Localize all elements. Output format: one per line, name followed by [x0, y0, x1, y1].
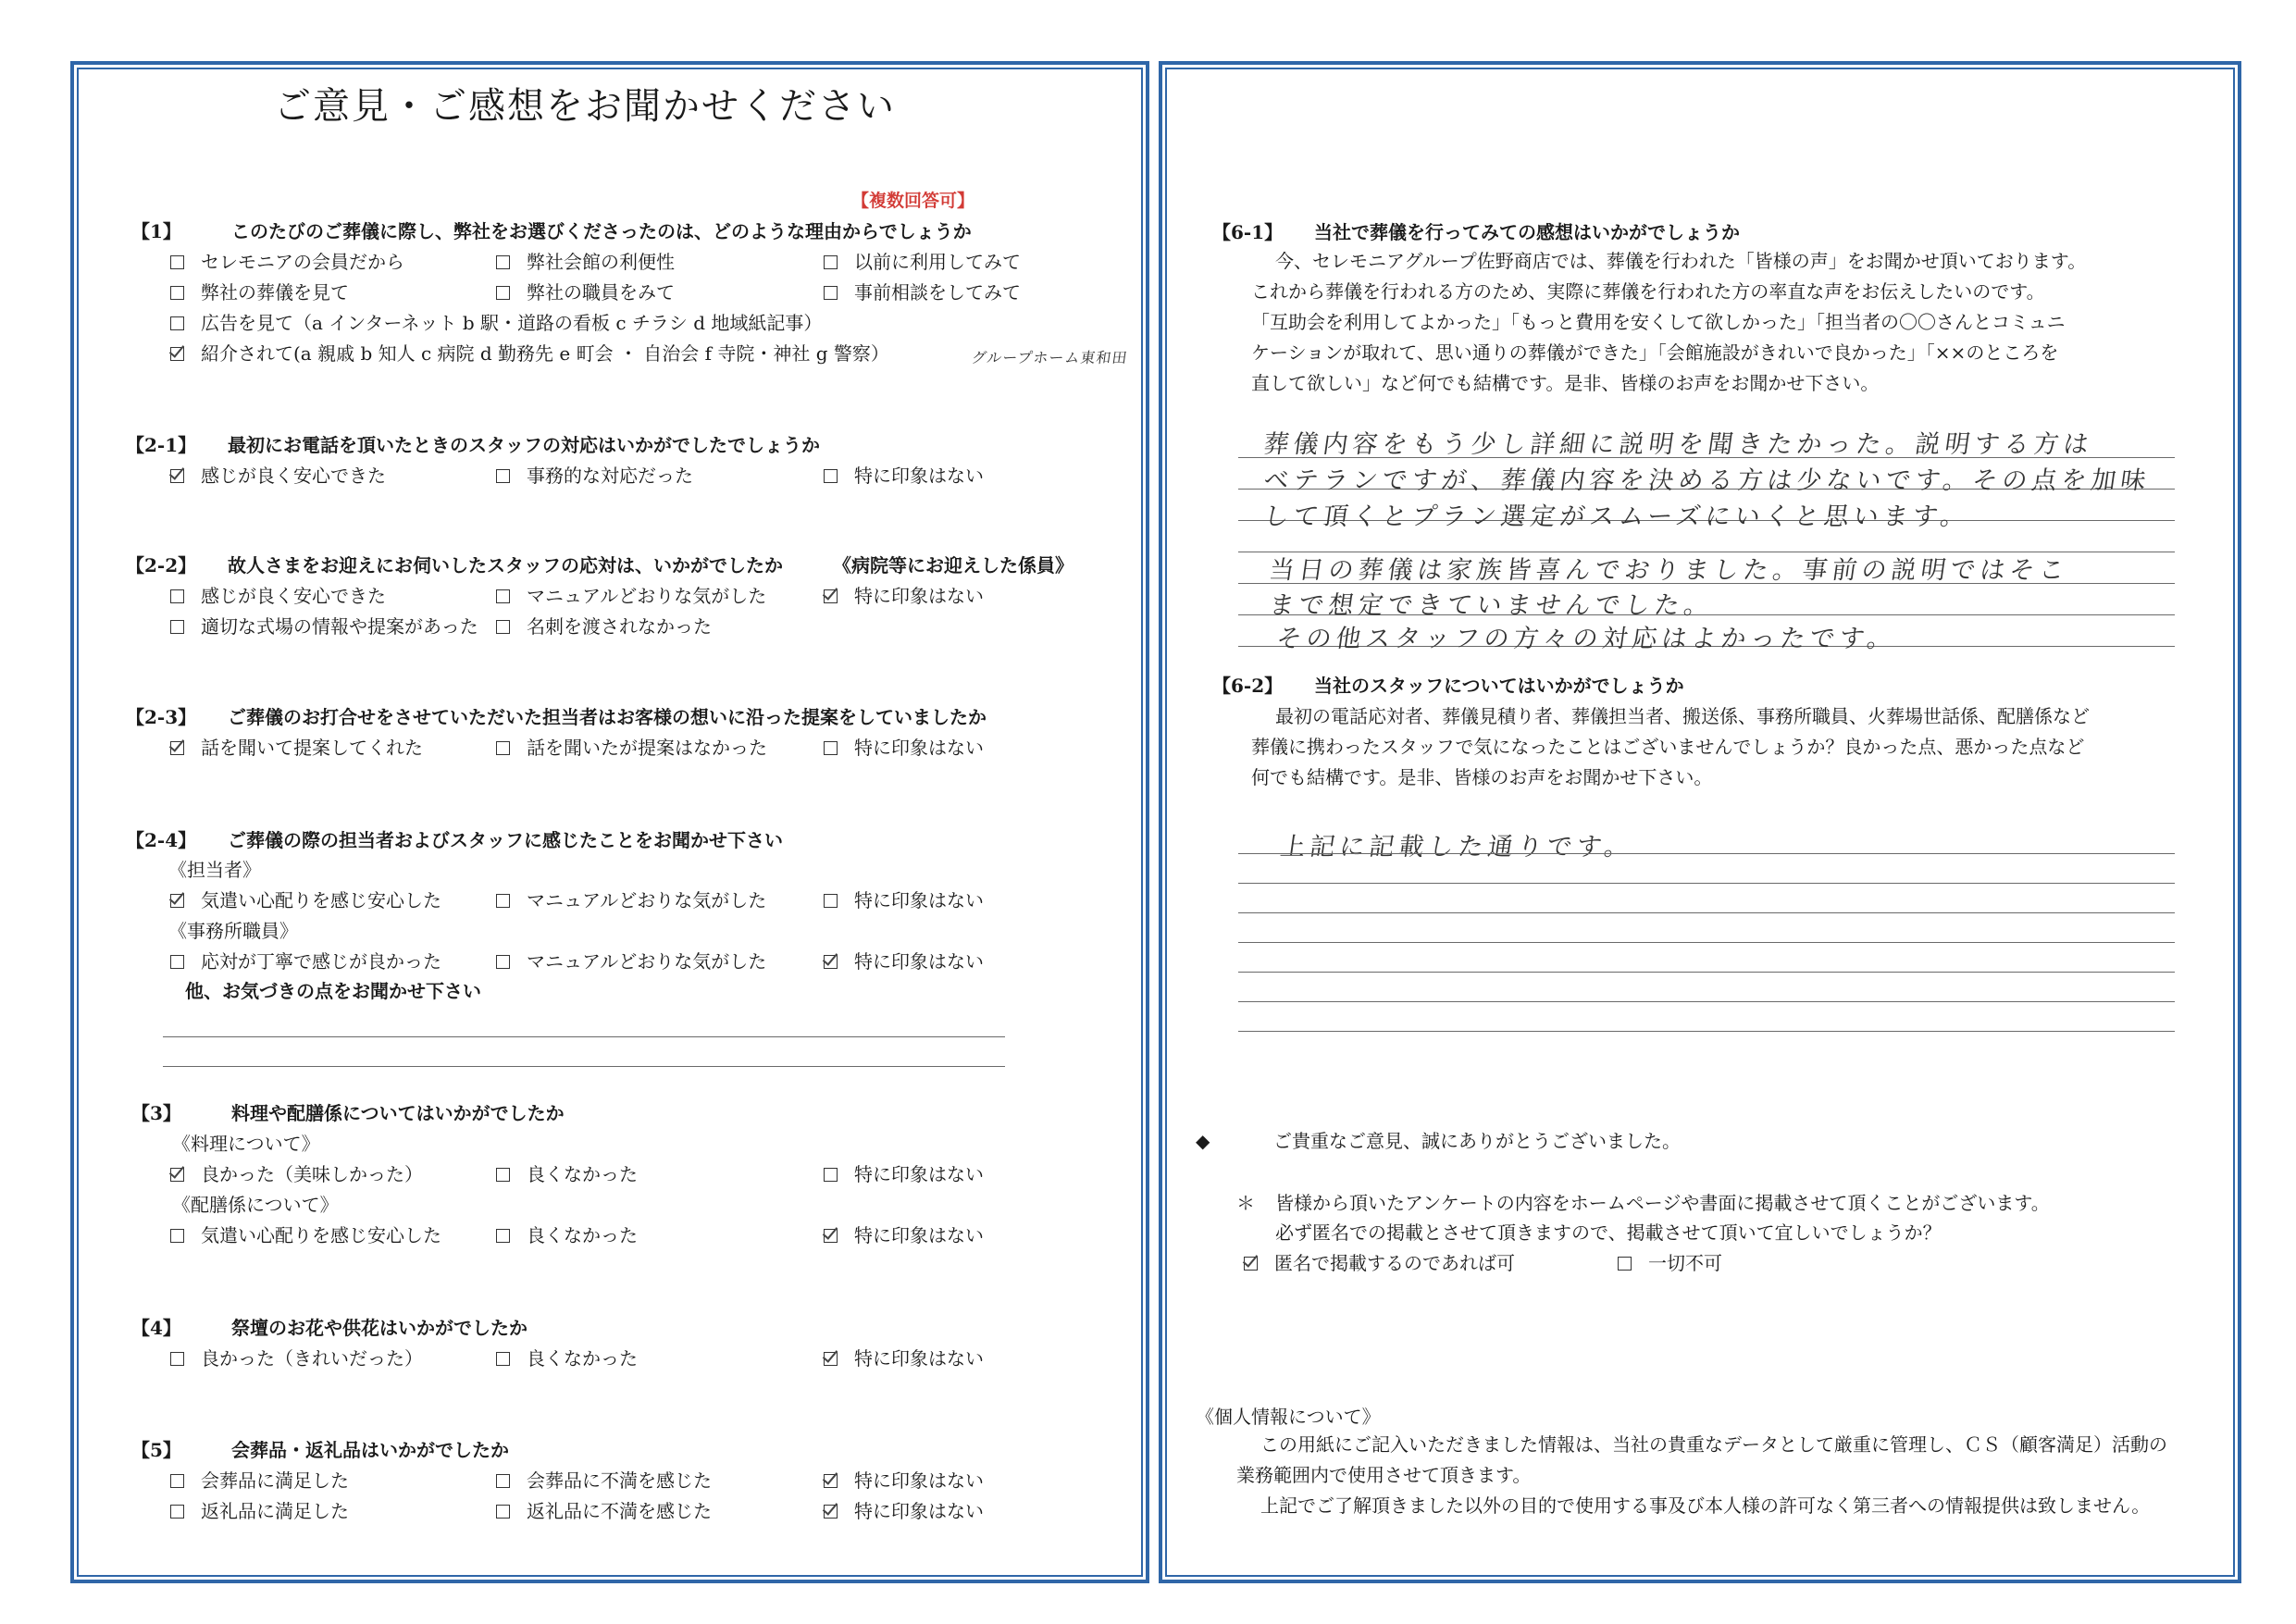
- q6-1-handwriting-line-5: まで想定できていませんでした。: [1267, 591, 1716, 620]
- asterisk-icon: ＊: [1236, 1192, 1255, 1214]
- q2-1-option-good[interactable]: 感じが良く安心できた: [170, 466, 386, 485]
- q3-food-option-no-impression[interactable]: 特に印象はない: [824, 1165, 984, 1184]
- q1-number: 【1】: [131, 220, 181, 242]
- checkbox[interactable]: [496, 286, 510, 300]
- checkbox[interactable]: [170, 620, 184, 634]
- q2-4-answer-line-1[interactable]: [163, 1036, 1005, 1037]
- q1-option-consultation[interactable]: 事前相談をしてみて: [824, 283, 1021, 302]
- checkbox[interactable]: [170, 1352, 184, 1366]
- q1-handwritten-note: グループホーム東和田: [970, 349, 1129, 366]
- checkbox-checked[interactable]: [824, 955, 838, 969]
- q2-3-option-proposed[interactable]: 話を聞いて提案してくれた: [170, 738, 423, 757]
- q6-2-answer-line-4[interactable]: [1238, 942, 2175, 943]
- q2-3-number: 【2-3】: [126, 706, 197, 728]
- q3-number: 【3】: [131, 1102, 181, 1124]
- checkbox-checked[interactable]: [824, 1474, 838, 1488]
- q6-1-number: 【6-1】: [1212, 221, 1284, 243]
- checkbox-checked[interactable]: [170, 894, 184, 908]
- checkbox[interactable]: [824, 469, 838, 483]
- q2-4-staff-option-no-impression[interactable]: 特に印象はない: [824, 891, 984, 910]
- checkbox-checked[interactable]: [824, 1352, 838, 1366]
- q2-4-answer-line-2[interactable]: [163, 1066, 1005, 1067]
- privacy-text: この用紙にご記入いただきました情報は、当社の貴重なデータとして厳重に管理し、ＣＳ（顧客満足）活動の 業務範囲内で使用させて頂きます。 上記でご了解頂きました以外の目的で使用する事及び本人様の許可なく第三者への情報提供は致しません。: [1236, 1433, 2167, 1517]
- q2-4-sub-staff-in-charge: 《担当者》: [168, 859, 261, 881]
- q6-2-number: 【6-2】: [1212, 675, 1284, 697]
- q6-2-answer-line-6[interactable]: [1238, 1001, 2175, 1002]
- q2-2-option-venue-info[interactable]: 適切な式場の情報や提案があった: [170, 617, 478, 636]
- checkbox[interactable]: [170, 1474, 184, 1488]
- checkbox-checked[interactable]: [1244, 1257, 1258, 1271]
- q5-option-return-satisfied[interactable]: 返礼品に満足した: [170, 1502, 349, 1520]
- checkbox[interactable]: [170, 255, 184, 269]
- q2-4-staff-option-manual[interactable]: マニュアルどおりな気がした: [496, 891, 766, 910]
- q2-4-office-option-manual[interactable]: マニュアルどおりな気がした: [496, 952, 766, 971]
- checkbox[interactable]: [496, 255, 510, 269]
- q5-number: 【5】: [131, 1439, 181, 1461]
- q3-food-option-good[interactable]: 良かった（美味しかった）: [170, 1165, 423, 1184]
- checkbox-checked[interactable]: [170, 741, 184, 755]
- q6-2-answer-line-7[interactable]: [1238, 1031, 2175, 1032]
- q4-option-no-impression[interactable]: 特に印象はない: [824, 1349, 984, 1368]
- diamond-icon: ◆: [1196, 1130, 1210, 1152]
- checkbox-checked[interactable]: [824, 1505, 838, 1519]
- q6-1-question: 当社で葬儀を行ってみての感想はいかがでしょうか: [1314, 221, 1740, 243]
- q3-sub-server: 《配膳係について》: [172, 1194, 339, 1216]
- q1-question: このたびのご葬儀に際し、弊社をお選びくださったのは、どのような理由からでしょうか: [231, 220, 972, 242]
- q2-2-option-no-impression[interactable]: 特に印象はない: [824, 587, 984, 605]
- q2-2-option-no-card[interactable]: 名刺を渡されなかった: [496, 617, 712, 636]
- q2-3-option-no-proposal[interactable]: 話を聞いたが提案はなかった: [496, 738, 767, 757]
- q4-question: 祭壇のお花や供花はいかがでしたか: [231, 1317, 527, 1339]
- checkbox[interactable]: [170, 316, 184, 330]
- checkbox[interactable]: [496, 469, 510, 483]
- q6-2-answer-line-5[interactable]: [1238, 972, 2175, 973]
- checkbox[interactable]: [170, 955, 184, 969]
- q6-1-handwriting-line-1: 葬儀内容をもう少し詳細に説明を聞きたかった。説明する方は: [1261, 430, 2095, 459]
- q2-1-option-businesslike[interactable]: 事務的な対応だった: [496, 466, 693, 485]
- q2-4-staff-option-caring[interactable]: 気遣い心配りを感じ安心した: [170, 891, 441, 910]
- q6-2-answer-line-1[interactable]: [1238, 853, 2175, 854]
- q2-2-option-good[interactable]: 感じが良く安心できた: [170, 587, 386, 605]
- q2-1-option-no-impression[interactable]: 特に印象はない: [824, 466, 984, 485]
- checkbox[interactable]: [496, 620, 510, 634]
- checkbox[interactable]: [496, 589, 510, 603]
- checkbox[interactable]: [824, 286, 838, 300]
- q2-3-question: ご葬儀のお打合せをさせていただいた担当者はお客様の想いに沿った提案をしていましたか: [228, 706, 987, 728]
- q2-2-question: 故人さまをお迎えにお伺いしたスタッフの応対は、いかがでしたか: [228, 554, 783, 576]
- q2-1-number: 【2-1】: [126, 434, 197, 456]
- q2-2-number: 【2-2】: [126, 554, 197, 576]
- q6-2-answer-line-3[interactable]: [1238, 912, 2175, 913]
- q2-2-note: 《病院等にお迎えした係員》: [833, 554, 1074, 576]
- checkbox[interactable]: [496, 955, 510, 969]
- q6-2-handwriting: 上記に記載した通りです。: [1278, 833, 1636, 862]
- checkbox[interactable]: [824, 894, 838, 908]
- q2-4-other-prompt: 他、お気づきの点をお聞かせ下さい: [185, 980, 481, 1002]
- q5-option-gift-dissatisfied[interactable]: 会葬品に不満を感じた: [496, 1471, 712, 1490]
- checkbox-checked[interactable]: [170, 1168, 184, 1182]
- q1-option-used-before[interactable]: 以前に利用してみて: [824, 253, 1021, 271]
- q3-server-option-no-impression[interactable]: 特に印象はない: [824, 1226, 984, 1245]
- q6-2-answer-line-2[interactable]: [1238, 883, 2175, 884]
- q4-option-bad[interactable]: 良くなかった: [496, 1349, 638, 1368]
- q5-option-gift-no-impression[interactable]: 特に印象はない: [824, 1471, 984, 1490]
- checkbox[interactable]: [824, 741, 838, 755]
- q6-1-description: 今、セレモニアグループ佐野商店では、葬儀を行われた「皆様の声」をお聞かせ頂いております。 これから葬儀を行われる方のため、実際に葬儀を行われた方の率直な声をお伝えしたいのです。 「互助会を利用してよかった」「もっと費用を安くして欲しかった」「担当者の〇〇さんとコミュニ ケーションが取れて、思い通りの葬儀ができた」「会館施設がきれいで良かった」「××のところを 直して欲しい」など何でも結構です。是非、皆様のお声をお聞かせ下さい。: [1251, 250, 2087, 394]
- checkbox[interactable]: [170, 589, 184, 603]
- checkbox[interactable]: [496, 1505, 510, 1519]
- checkbox[interactable]: [170, 286, 184, 300]
- q3-sub-food: 《料理について》: [172, 1133, 320, 1155]
- checkbox[interactable]: [496, 741, 510, 755]
- publish-option-anonymous[interactable]: 匿名で掲載するのであれば可: [1244, 1254, 1515, 1272]
- checkbox[interactable]: [496, 1474, 510, 1488]
- q5-option-return-no-impression[interactable]: 特に印象はない: [824, 1502, 984, 1520]
- checkbox[interactable]: [496, 1168, 510, 1182]
- q5-option-gift-satisfied[interactable]: 会葬品に満足した: [170, 1471, 349, 1490]
- multiple-answer-note: 【複数回答可】: [851, 191, 975, 211]
- q3-server-option-caring[interactable]: 気遣い心配りを感じ安心した: [170, 1226, 441, 1245]
- q6-1-handwriting-line-4: 当日の葬儀は家族皆喜んでおりました。事前の説明ではそこ: [1267, 556, 2071, 585]
- publish-option-refuse[interactable]: 一切不可: [1618, 1254, 1722, 1272]
- q6-2-question: 当社のスタッフについてはいかがでしょうか: [1314, 675, 1684, 697]
- q2-4-question: ご葬儀の際の担当者およびスタッフに感じたことをお聞かせ下さい: [228, 829, 783, 851]
- q2-4-sub-office-staff: 《事務所職員》: [168, 920, 298, 942]
- checkbox-checked[interactable]: [824, 1229, 838, 1243]
- checkbox-checked[interactable]: [170, 469, 184, 483]
- q3-question: 料理や配膳係についてはいかがでしたか: [231, 1102, 565, 1124]
- q2-3-option-no-impression[interactable]: 特に印象はない: [824, 738, 984, 757]
- checkbox[interactable]: [824, 255, 838, 269]
- checkbox[interactable]: [496, 894, 510, 908]
- q1-option-member[interactable]: セレモニアの会員だから: [170, 253, 404, 271]
- checkbox[interactable]: [824, 1168, 838, 1182]
- checkbox[interactable]: [496, 1229, 510, 1243]
- privacy-heading: 《個人情報について》: [1196, 1406, 1381, 1428]
- thanks-message: ご貴重なご意見、誠にありがとうございました。: [1273, 1130, 1681, 1152]
- q3-food-option-bad[interactable]: 良くなかった: [496, 1165, 638, 1184]
- checkbox[interactable]: [170, 1505, 184, 1519]
- q2-4-office-option-no-impression[interactable]: 特に印象はない: [824, 952, 984, 971]
- q2-2-option-manual[interactable]: マニュアルどおりな気がした: [496, 587, 766, 605]
- checkbox-checked[interactable]: [170, 347, 184, 361]
- checkbox[interactable]: [1618, 1257, 1632, 1271]
- q1-option-referral[interactable]: 紹介されて(a 親戚 b 知人 c 病院 d 勤務先 e 町会 ・ 自治会 f 寺院・神社 g 警察）: [170, 344, 889, 363]
- q6-1-handwriting-line-6: その他スタッフの方々の対応はよかったです。: [1274, 625, 1899, 653]
- q5-option-return-dissatisfied[interactable]: 返礼品に不満を感じた: [496, 1502, 712, 1520]
- q4-number: 【4】: [131, 1317, 181, 1339]
- q2-4-number: 【2-4】: [126, 829, 197, 851]
- q2-1-question: 最初にお電話を頂いたときのスタッフの対応はいかがでしたでしょうか: [228, 434, 820, 456]
- publish-notice-line-1: 皆様から頂いたアンケートの内容をホームページや書面に掲載させて頂くことがございます。: [1275, 1192, 2050, 1214]
- q4-option-good[interactable]: 良かった（きれいだった）: [170, 1349, 423, 1368]
- q3-server-option-bad[interactable]: 良くなかった: [496, 1226, 638, 1245]
- q2-4-office-option-polite[interactable]: 応対が丁寧で感じが良かった: [170, 952, 441, 971]
- q6-1-handwriting-line-3: して頂くとプラン選定がスムーズにいくと思います。: [1261, 502, 1972, 531]
- checkbox-checked[interactable]: [824, 589, 838, 603]
- q6-2-description: 最初の電話応対者、葬儀見積り者、葬儀担当者、搬送係、事務所職員、火葬場世話係、配膳係など 葬儀に携わったスタッフで気になったことはございませんでしょうか？良かった点、悪かった点など 何でも結構です。是非、皆様のお声をお聞かせ下さい。: [1251, 705, 2090, 788]
- q5-question: 会葬品・返礼品はいかがでしたか: [231, 1439, 509, 1461]
- q1-option-saw-funeral[interactable]: 弊社の葬儀を見て: [170, 283, 349, 302]
- publish-notice-line-2: 必ず匿名での掲載とさせて頂きますので、掲載させて頂いて宜しいでしょうか？: [1275, 1221, 1942, 1244]
- checkbox[interactable]: [170, 1229, 184, 1243]
- q1-option-saw-staff[interactable]: 弊社の職員をみて: [496, 283, 675, 302]
- q1-option-hall-convenience[interactable]: 弊社会館の利便性: [496, 253, 675, 271]
- q6-1-handwriting-line-2: ベテランですが、葬儀内容を決める方は少ないです。その点を加味: [1261, 466, 2153, 495]
- page-title: ご意見・ご感想をお聞かせください: [274, 85, 896, 128]
- checkbox[interactable]: [496, 1352, 510, 1366]
- q1-option-advertisement[interactable]: 広告を見て（a インターネット b 駅・道路の看板 c チラシ d 地域紙記事）: [170, 314, 822, 332]
